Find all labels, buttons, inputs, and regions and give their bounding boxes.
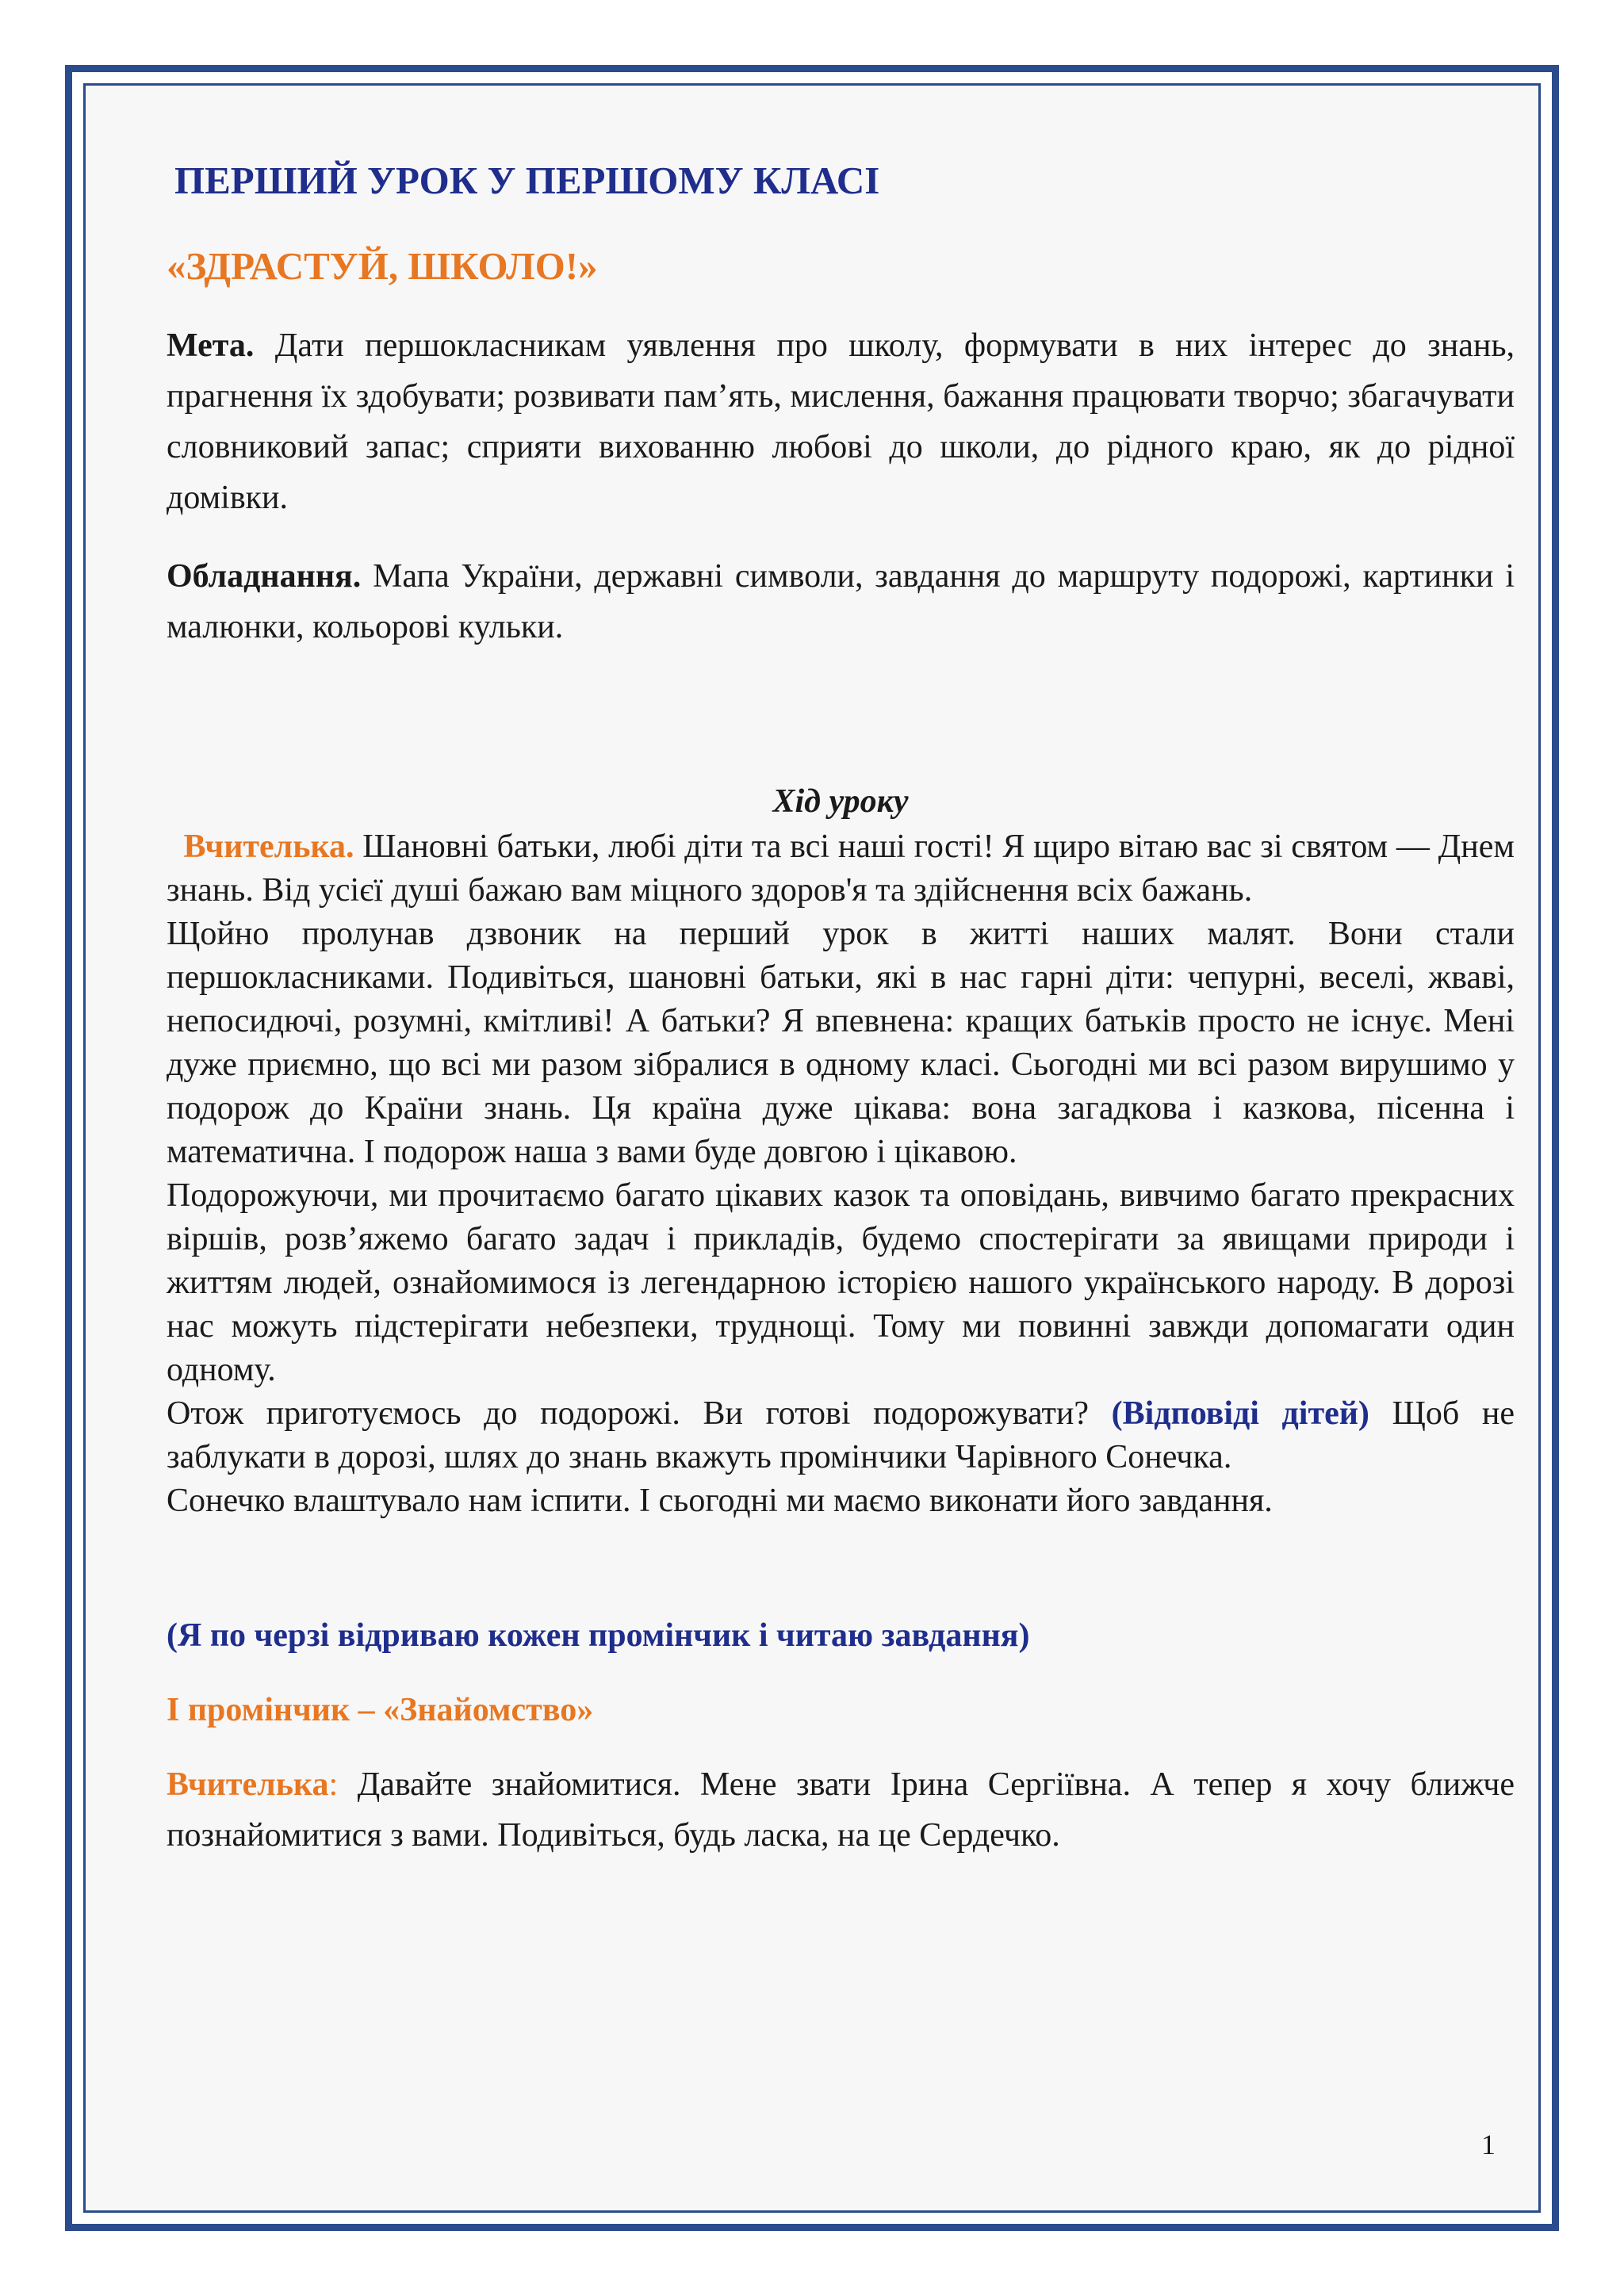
paragraph-4: Сонечко влаштувало нам іспити. І сьогодні ми маємо виконати його завдання.	[167, 1483, 1273, 1519]
goal-text: Дати першокласникам уявлення про школу, формувати в них інтерес до знань, прагнення їх здобувати; розвивати пам’ять, мислення, бажання працювати творчо; збагачувати словниковий запас; сприяти вихованню любові до школи, до рідного краю, як до рідної домівки.	[167, 327, 1515, 516]
goal-label: Мета.	[167, 327, 255, 364]
children-answer-note: (Відповіді дітей)	[1111, 1395, 1369, 1432]
stage-direction: (Я по черзі відриваю кожен промінчик і читаю завдання)	[167, 1617, 1030, 1654]
goal-paragraph	[167, 320, 1515, 523]
teacher-label-colon: :	[328, 1766, 339, 1803]
page-title: ПЕРШИЙ УРОК У ПЕРШОМУ КЛАСІ	[174, 159, 880, 202]
equipment-text: Мапа України, державні символи, завдання до маршруту подорожі, картинки і малюнки, кольорові кульки.	[167, 558, 1515, 645]
teacher-label-2: Вчителька	[167, 1766, 329, 1803]
document-body	[167, 157, 1515, 1861]
paragraph-3-after: Щоб не заблукати в дорозі, шлях до знань вкажуть промінчики Чарівного Сонечка.	[167, 1395, 1515, 1475]
teacher-intro-paragraph	[167, 825, 1515, 913]
paragraph-1: Щойно пролунав дзвоник на перший урок в житті наших малят. Вони стали першокласниками. Подивіться, шановні батьки, які в нас гарні діти: чепурні, веселі, жваві, непосидючі, розумні, кмітливі! А батьки? Я впевнена: кращих батьків просто не існує. Мені дуже приємно, що всі ми разом зібралися в одному класі. Сьогодні ми всі разом вирушимо у подорож до Країни знань. Ця країна дуже цікава: вона загадкова і казкова, пісенна і математична. І подорож наша з вами буде довгою і цікавою.	[167, 916, 1515, 1170]
teacher-label: Вчителька.	[183, 828, 354, 865]
page-subtitle: «ЗДРАСТУЙ, ШКОЛО!»	[167, 244, 598, 288]
teacher-acquaint-text: Давайте знайомитися. Мене звати Ірина Сергіївна. А тепер я хочу ближче познайомитися з вами. Подивіться, будь ласка, на це Сердечко.	[167, 1766, 1515, 1854]
teacher-intro-text: Шановні батьки, любі діти та всі наші гості! Я щиро вітаю вас зі святом — Днем знань. Від усієї душі бажаю вам міцного здоров'я та здійснення всіх бажань.	[167, 828, 1515, 909]
teacher-acquaint-paragraph	[167, 1759, 1515, 1861]
ray-1-title: І промінчик – «Знайомство»	[167, 1692, 594, 1728]
paragraph-3-before: Отож приготуємось до подорожі. Ви готові подорожувати?	[167, 1395, 1112, 1432]
spacer	[167, 1523, 1515, 1610]
page-number: 1	[1481, 2129, 1496, 2160]
equipment-label: Обладнання.	[167, 558, 362, 595]
paragraph-3	[167, 1392, 1515, 1479]
paragraph-2: Подорожуючи, ми прочитаємо багато цікавих казок та оповідань, вивчимо багато прекрасних віршів, розв’яжемо багато задач і прикладів, будемо спостерігати за явищами природи і життям людей, ознайомимося із легендарною історією нашого українського народу. В дорозі нас можуть підстерігати небезпеки, труднощі. Тому ми повинні завжди допомагати один одному.	[167, 1177, 1515, 1388]
lesson-heading: Хід уроку	[772, 783, 909, 820]
equipment-paragraph	[167, 551, 1515, 652]
